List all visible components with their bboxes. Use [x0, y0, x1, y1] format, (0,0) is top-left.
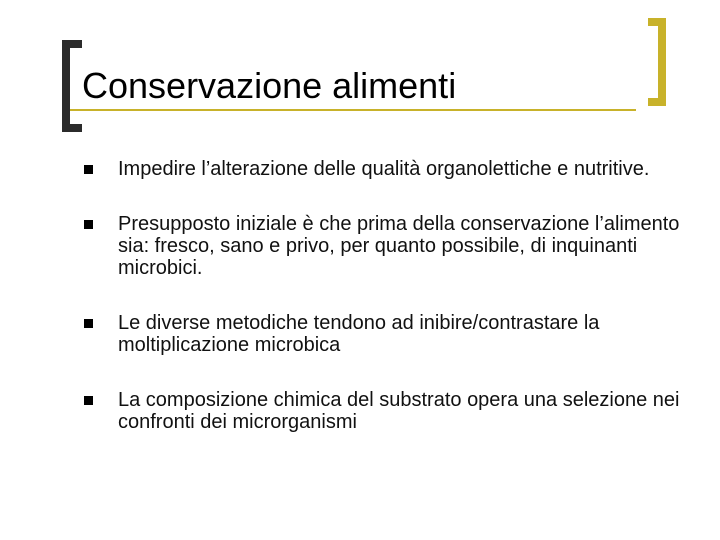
bullet-item — [84, 213, 684, 279]
bullet-item — [84, 312, 684, 356]
bullet-text: La composizione chimica del substrato opera una selezione nei confronti dei microrganismi — [118, 389, 680, 433]
left-bracket-top — [62, 40, 82, 48]
square-bullet-icon — [84, 396, 93, 405]
square-bullet-icon — [84, 319, 93, 328]
bullet-text: Presupposto iniziale è che prima della conservazione l’alimento sia: fresco, sano e privo, per quanto possibile, di inquinanti microbici. — [118, 213, 680, 279]
bullet-list — [84, 158, 684, 466]
left-bracket-bottom — [62, 124, 82, 132]
right-bracket-top — [648, 18, 666, 26]
right-bracket-bottom — [648, 98, 666, 106]
title-rule — [70, 109, 636, 111]
square-bullet-icon — [84, 165, 93, 174]
bullet-item — [84, 158, 684, 180]
bullet-item — [84, 389, 684, 433]
right-bracket-bar — [658, 18, 666, 106]
square-bullet-icon — [84, 220, 93, 229]
slide-title: Conservazione alimenti — [82, 65, 457, 106]
bullet-text: Le diverse metodiche tendono ad inibire/contrastare la moltiplicazione microbica — [118, 312, 600, 356]
left-bracket-bar — [62, 40, 70, 132]
bullet-text: Impedire l’alterazione delle qualità organolettiche e nutritive. — [118, 158, 650, 180]
